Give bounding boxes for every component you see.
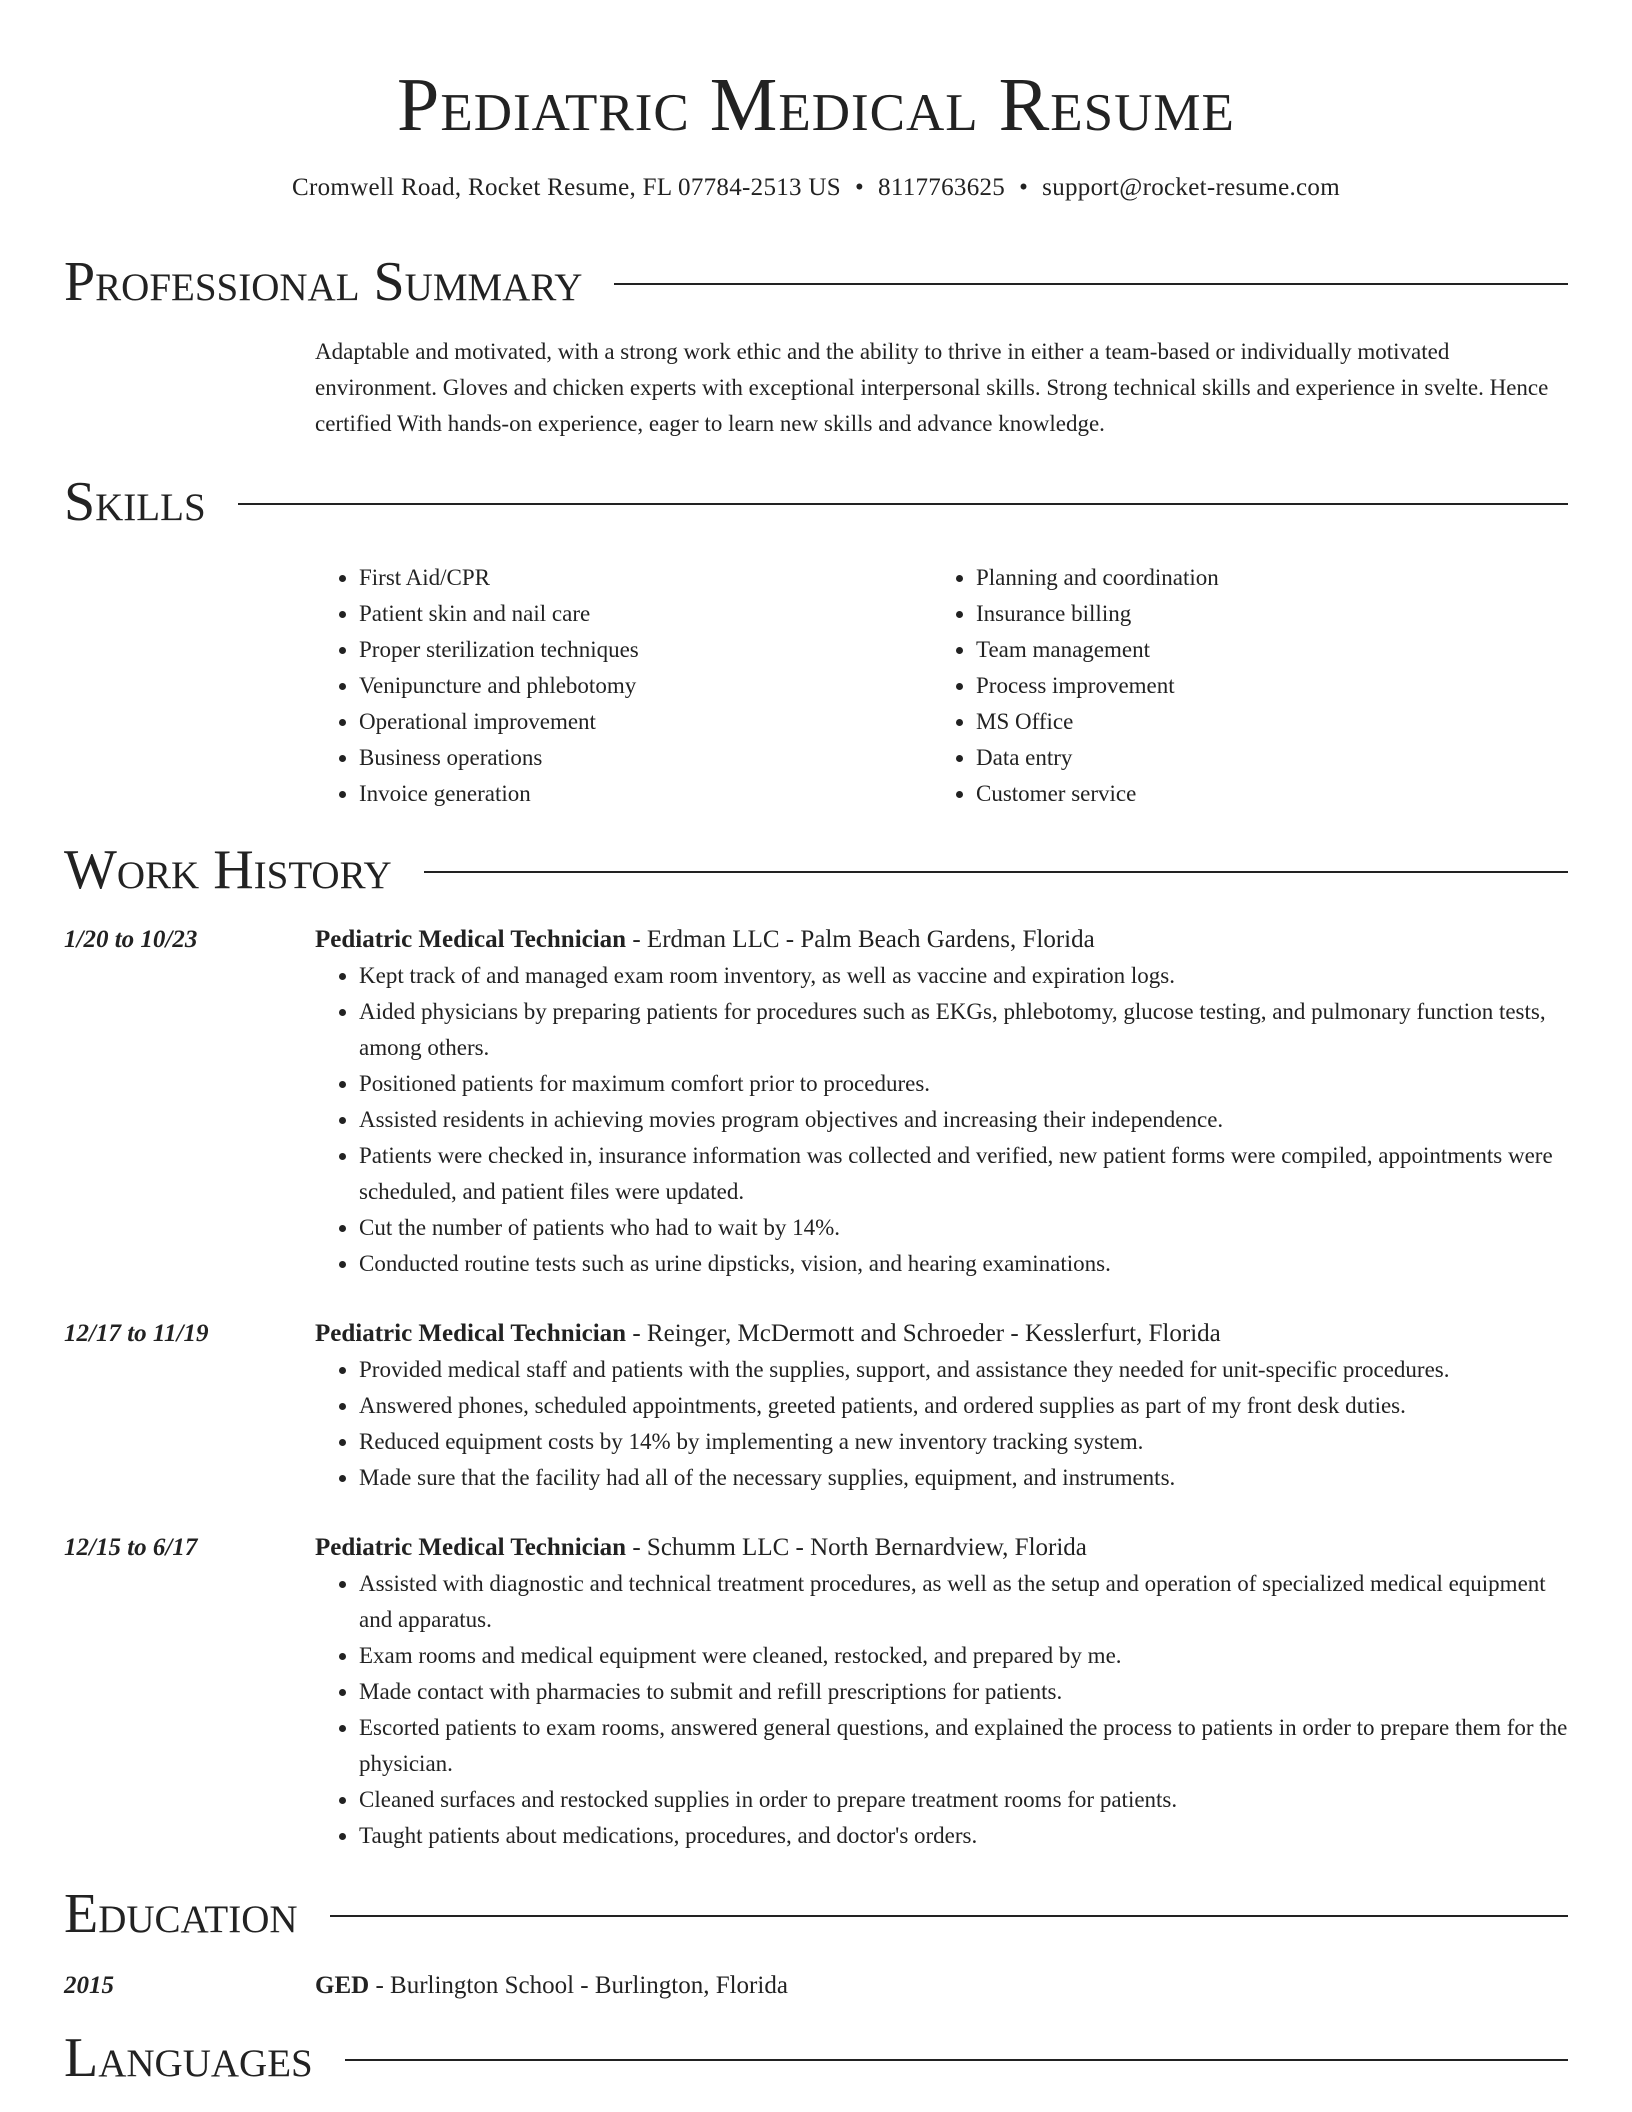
education-heading: Education — [64, 1883, 298, 1945]
job-dates: 12/15 to 6/17 — [64, 1534, 198, 1561]
job-bullet: • Reduced equipment costs by 14% by implementing a new inventory tracking system. — [359, 1424, 1568, 1460]
job-role: Pediatric Medical Technician — [315, 1534, 627, 1561]
skill-item: • First Aid/CPR — [359, 560, 932, 596]
job-details: - Schumm LLC - North Bernardview, Florida — [626, 1534, 1087, 1561]
contact-line — [64, 172, 1568, 204]
section-languages — [64, 2026, 1568, 2090]
skill-item: • Team management — [976, 632, 1549, 668]
education-year: 2015 — [64, 1972, 114, 1999]
education-degree: GED — [315, 1972, 370, 1999]
skill-item: • Venipuncture and phlebotomy — [359, 668, 932, 704]
job-heading — [315, 1316, 1568, 1352]
job-entry — [64, 1316, 1568, 1496]
section-divider — [345, 2059, 1568, 2061]
resume-page — [64, 0, 1568, 2090]
work-heading: Work History — [64, 839, 392, 901]
summary-text: Adaptable and motivated, with a strong work ethic and the ability to thrive in either a team-based or individually motivated environment. Gloves and chicken experts with exceptional interpersonal skills. Strong technical skills and experience in svelte. Hence certified With hands-on experience, eager to learn new skills and advance knowledge. — [315, 339, 1549, 436]
job-bullet: • Cut the number of patients who had to wait by 14%. — [359, 1210, 1568, 1246]
job-bullet: • Kept track of and managed exam room inventory, as well as vaccine and expiration logs. — [359, 958, 1568, 994]
education-heading-line — [315, 1968, 788, 2004]
job-bullet: • Assisted with diagnostic and technical treatment procedures, as well as the setup and operation of specialized medical equipment and apparatus. — [359, 1566, 1568, 1638]
section-header — [64, 250, 1568, 314]
summary-heading: Professional Summary — [64, 251, 583, 313]
job-bullet: • Cleaned surfaces and restocked supplies in order to prepare treatment rooms for patients. — [359, 1782, 1568, 1818]
job-role: Pediatric Medical Technician — [315, 926, 627, 953]
job-dates: 12/17 to 11/19 — [64, 1320, 209, 1347]
skill-item: • Invoice generation — [359, 776, 932, 812]
contact-address: Cromwell Road, Rocket Resume, FL 07784-2513 US — [292, 174, 841, 201]
contact-separator: • — [1019, 174, 1029, 201]
section-header — [64, 470, 1568, 534]
job-bullets — [315, 1352, 1568, 1496]
section-header — [64, 1882, 1568, 1946]
skills-list-right — [932, 560, 1549, 812]
job-details: - Erdman LLC - Palm Beach Gardens, Florida — [626, 926, 1095, 953]
job-body — [315, 1530, 1568, 1854]
skill-item: • Process improvement — [976, 668, 1549, 704]
section-education — [64, 1882, 1568, 2004]
job-heading — [315, 922, 1568, 958]
section-work-history — [64, 838, 1568, 1854]
job-bullet: • Made sure that the facility had all of the necessary supplies, equipment, and instruments. — [359, 1460, 1568, 1496]
contact-email[interactable]: support@rocket-resume.com — [1042, 174, 1340, 201]
job-bullet: • Aided physicians by preparing patients for procedures such as EKGs, phlebotomy, glucose testing, and pulmonary function tests, among others. — [359, 994, 1568, 1066]
job-body — [315, 1316, 1568, 1496]
job-bullet: • Positioned patients for maximum comfort prior to procedures. — [359, 1066, 1568, 1102]
job-bullets — [315, 1566, 1568, 1854]
section-divider — [238, 503, 1568, 505]
resume-title: Pediatric Medical Resume — [397, 63, 1235, 147]
skills-column-left — [315, 560, 932, 812]
section-summary — [64, 250, 1568, 442]
skill-item: • Business operations — [359, 740, 932, 776]
job-bullet: • Patients were checked in, insurance information was collected and verified, new patient forms were compiled, appointments were scheduled, and patient files were updated. — [359, 1138, 1568, 1210]
job-bullet: • Made contact with pharmacies to submit and refill prescriptions for patients. — [359, 1674, 1568, 1710]
job-bullet: • Escorted patients to exam rooms, answered general questions, and explained the process to patients in order to prepare them for the physician. — [359, 1710, 1568, 1782]
skill-item: • Data entry — [976, 740, 1549, 776]
job-entry — [64, 1530, 1568, 1854]
skill-item: • Insurance billing — [976, 596, 1549, 632]
job-bullet: • Taught patients about medications, procedures, and doctor's orders. — [359, 1818, 1568, 1854]
skill-item: • Proper sterilization techniques — [359, 632, 932, 668]
job-heading — [315, 1530, 1568, 1566]
job-entry — [64, 922, 1568, 1282]
section-header — [64, 838, 1568, 902]
education-details: - Burlington School - Burlington, Florida — [369, 1972, 788, 1999]
job-bullets — [315, 958, 1568, 1282]
skill-item: • MS Office — [976, 704, 1549, 740]
languages-heading: Languages — [64, 2027, 313, 2089]
skills-column-right — [932, 560, 1549, 812]
section-header — [64, 2026, 1568, 2090]
job-dates: 1/20 to 10/23 — [64, 926, 198, 953]
job-bullet: • Conducted routine tests such as urine dipsticks, vision, and hearing examinations. — [359, 1246, 1568, 1282]
job-bullet: • Provided medical staff and patients with the supplies, support, and assistance they needed for unit-specific procedures. — [359, 1352, 1568, 1388]
job-bullet: • Exam rooms and medical equipment were cleaned, restocked, and prepared by me. — [359, 1638, 1568, 1674]
skill-item: • Operational improvement — [359, 704, 932, 740]
job-body — [315, 922, 1568, 1282]
job-details: - Reinger, McDermott and Schroeder - Kesslerfurt, Florida — [626, 1320, 1221, 1347]
section-skills — [64, 470, 1568, 812]
job-role: Pediatric Medical Technician — [315, 1320, 627, 1347]
skill-item: • Customer service — [976, 776, 1549, 812]
contact-separator: • — [854, 174, 865, 201]
skills-grid — [315, 560, 1568, 812]
education-entry — [64, 1968, 1568, 2004]
skills-heading: Skills — [64, 471, 206, 533]
contact-phone: 8117763625 — [878, 174, 1006, 201]
skills-list-left — [315, 560, 932, 812]
job-bullet: • Answered phones, scheduled appointments, greeted patients, and ordered supplies as part of my front desk duties. — [359, 1388, 1568, 1424]
skill-item: • Planning and coordination — [976, 560, 1549, 596]
skill-item: • Patient skin and nail care — [359, 596, 932, 632]
job-bullet: • Assisted residents in achieving movies program objectives and increasing their independence. — [359, 1102, 1568, 1138]
section-divider — [330, 1915, 1568, 1917]
section-divider — [614, 283, 1568, 285]
section-divider — [424, 871, 1568, 873]
